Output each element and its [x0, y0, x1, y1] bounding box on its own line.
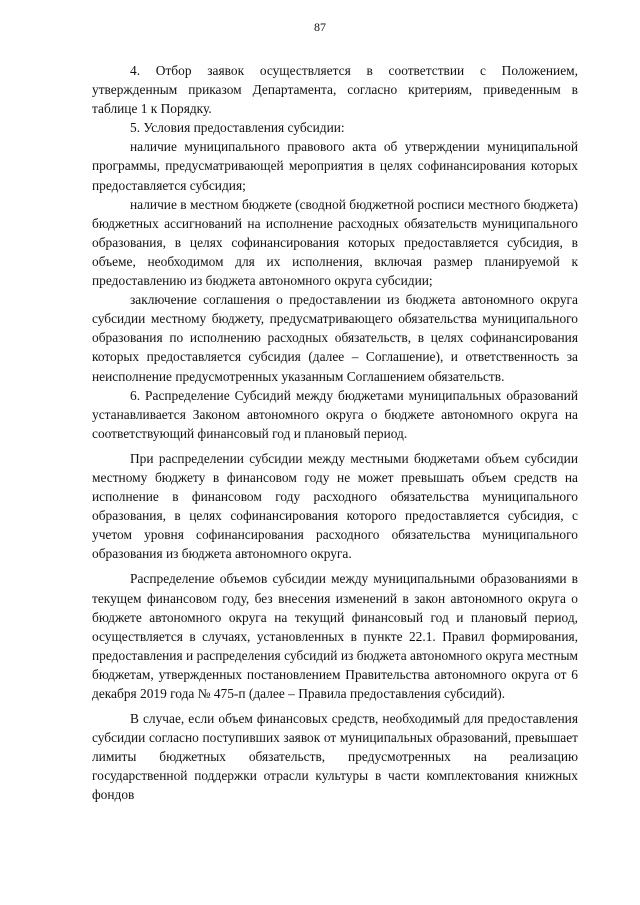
paragraph-item-6: 6. Распределение Субсидий между бюджетами муниципальных образований устанавливается Законом автономного округа о бюджете автономного округа на соответствующий финансовый год и плановый период. [92, 387, 578, 441]
document-body [92, 61, 578, 805]
paragraph-distribution: При распределении субсидии между местными бюджетами объем субсидии местному бюджету в финансовом году не может превышать объем средств на исполнение в финансовом году расходного обязательства муниципального образования, в целях софинансирования которого предоставляется субсидия, с учетом уровня софинансирования расходного обязательства муниципального образования из бюджета автономного округа. [92, 450, 578, 562]
paragraph-condition-agreement: заключение соглашения о предоставлении из бюджета автономного округа субсидии местному бюджету, предусматривающего обязательства муниципального образования по исполнению расходных обязательств, в целях софинансирования которых предоставляется субсидия (далее – Соглашение), и ответственность за неисполнение предусмотренных указанным Соглашением обязательств. [92, 292, 578, 384]
paragraph-condition-budget: наличие в местном бюджете (сводной бюджетной росписи местного бюджета) бюджетных ассигнований на исполнение расходных обязательств муниципального образования, в целях софинансирования которых предоставляется субсидия, в объеме, необходимом для их исполнения, включая размер планируемой к предоставлению из бюджета автономного округа субсидии; [92, 196, 578, 289]
page-number: 87 [314, 20, 326, 34]
paragraph-excess-case: В случае, если объем финансовых средств, необходимый для предоставления субсидии согласно поступивших заявок от муниципальных образований, превышает лимиты бюджетных обязательств, предусмотренных на реализацию государственной поддержки отрасли культуры в части комплектования книжных фондов [92, 711, 578, 803]
paragraph-redistribution: Распределение объемов субсидии между муниципальными образованиями в текущем финансовом году, без внесения изменений в закон автономного округа о бюджете автономного округа на текущий финансовый год и плановый период, осуществляется в случаях, установленных в пункте 22.1. Правил формирования, предоставления и распределения субсидий из бюджета автономного округа местным бюджетам, утвержденных постановлением Правительства автономного округа от 6 декабря 2019 года № 475-п (далее – Правила предоставления субсидий). [92, 571, 578, 701]
paragraph-item-4: 4. Отбор заявок осуществляется в соответствии с Положением, утвержденным приказом Департамента, согласно критериям, приведенным в таблице 1 к Порядку. [92, 63, 578, 117]
paragraph-item-5: 5. Условия предоставления субсидии: [130, 120, 345, 136]
paragraph-condition-program: наличие муниципального правового акта об утверждении муниципальной программы, предусматривающей мероприятия в целях софинансирования которых предоставляется субсидия; [92, 139, 578, 193]
